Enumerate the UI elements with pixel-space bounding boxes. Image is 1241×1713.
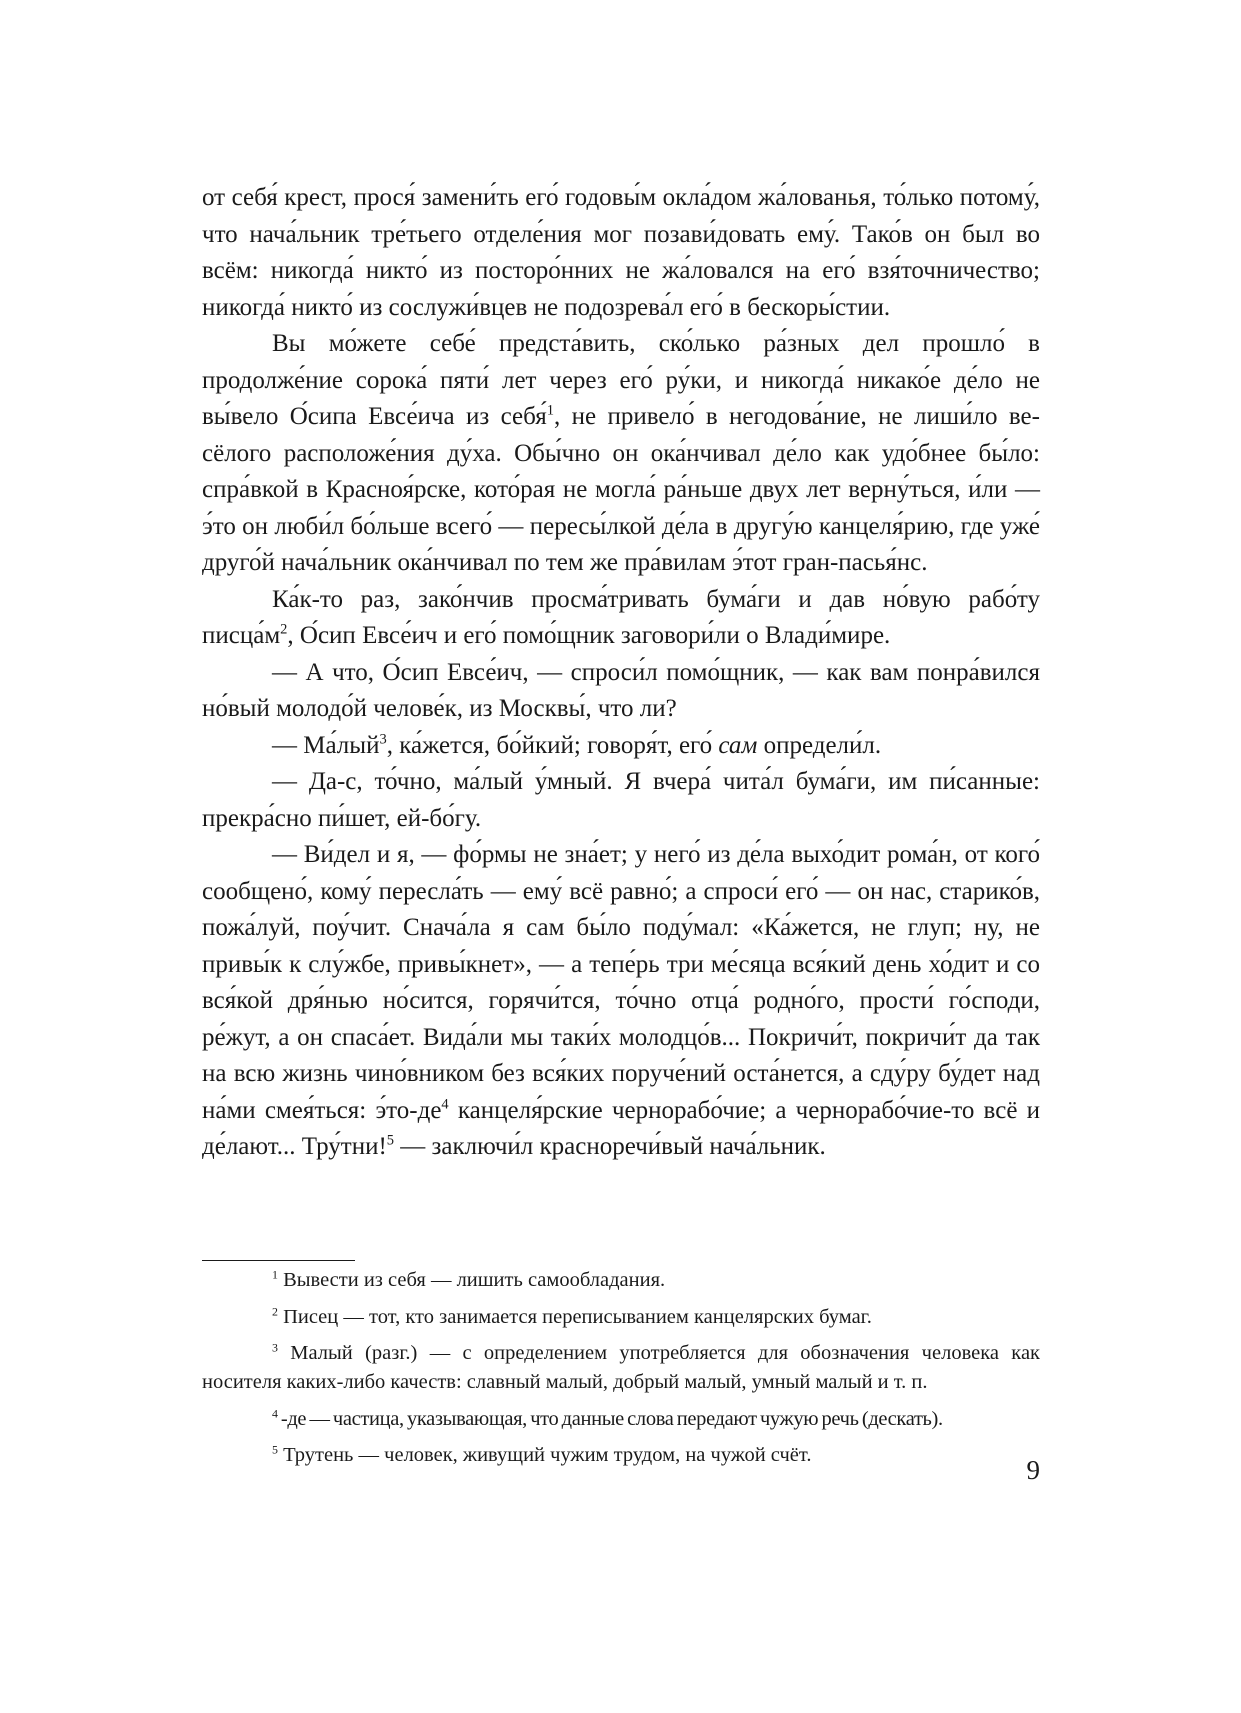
footnote-4: [202, 1405, 1040, 1434]
paragraph-1: от себя́ крест, прося́ замени́ть его́ годовы́м окла́дом жа́лованья, то́лько потому́, что нача́льник тре́тьего отделе́ния мог позави́довать ему́. Тако́в он был во всём: никогда́ никто́ из посторо́нних не жа́ловался на его́ взя́точничество; никогда́ никто́ из сослужи́вцев не подозрева́л его́ в бескоры́стии.: [202, 184, 1040, 321]
footnote-5: [202, 1441, 1040, 1470]
footnote-ref-1: 1: [546, 402, 554, 419]
page-number: 9: [1026, 1455, 1040, 1485]
paragraph-3: Ка́к-то раз, зако́нчив просма́тривать бума́ги и дав но́вую рабо́ту $писца́м^2$, О́сип Евсе́ич и его́ помо́щник заговори́ли о Влади́мире.: [202, 585, 1040, 649]
paragraph-4: — А что, О́сип Евсе́ич, — спроси́л помо́щник, — как вам понра́вился но́вый молодо́й челове́к, из Москвы́, что ли?: [202, 658, 1040, 722]
footnote-number: 2: [272, 1303, 278, 1318]
footnote-text: Малый (разг.) — с определением употребляется для обозначения человека как носителя каких-либо качеств: славный малый, добрый малый, умный малый и т. п.: [202, 1342, 1040, 1393]
footnote-text: -де — частица, указывающая, что данные слова передают чужую речь (дескать).: [280, 1407, 943, 1430]
footnote-ref-4: 4: [441, 1096, 449, 1113]
footnote-number: 4: [272, 1405, 278, 1420]
footnote-ref-2: 2: [280, 621, 288, 638]
footnote-text: Вывести из себя — лишить самообладания.: [283, 1269, 666, 1291]
emphasis-sam: сам: [718, 731, 758, 759]
footnote-text: Писец — тот, кто занимается переписыванием канцелярских бумаг.: [283, 1305, 872, 1328]
footnote-divider: [202, 1260, 355, 1261]
footnote-ref-5: 5: [386, 1132, 395, 1149]
paragraph-2: Вы мо́жете себе́ предста́вить, ско́лько ра́зных дел прошло́ в продолже́ние сорока́ пяти́ лет через его́ ру́ки, и никогда́ никако́е де́ло не вы́вело О́сипа Евсе́ича из себя́$^1$, не привело́ в негодова́ние, не лиши́ло весёлого расположе́ния ду́ха. Обы́чно он ока́нчивал де́ло как удо́бнее бы́ло: спра́вкой в Красноя́рске, кото́рая не могла́ ра́ньше двух лет верну́ться, и́ли — э́то он люби́л бо́льше всего́ — пересы́лкой де́ла в другу́ю канцеля́рию, где уже́ друго́й нача́льник ока́нчивал по тем же пра́вилам э́тот гран-пасья́нс.: [202, 330, 1040, 576]
footnote-2: [202, 1303, 1040, 1332]
body-text: [202, 180, 1040, 1166]
footnote-3: [202, 1339, 1040, 1397]
footnote-text: Трутень — человек, живущий чужим трудом, на чужой счёт.: [283, 1444, 812, 1466]
paragraph-6: — Да-с, то́чно, ма́лый у́мный. Я вчера́ чита́л бума́ги, им пи́санные: прекра́сно пи́шет, ей-бо́гу.: [202, 768, 1040, 832]
paragraph-5: — Ма́лый$^3$, ка́жется, бо́йкий; говоря́т, его́ сам определи́л.: [272, 731, 882, 759]
footnote-1: [202, 1266, 1040, 1295]
footnote-number: 1: [272, 1267, 278, 1282]
footnotes: [202, 1266, 1040, 1478]
footnote-number: 5: [272, 1442, 278, 1457]
footnote-ref-3: 3: [379, 731, 387, 748]
footnote-number: 3: [272, 1340, 278, 1355]
paragraph-7: — Ви́дел и я, — фо́рмы не зна́ет; у него́ из де́ла выхо́дит рома́н, от кого́ сообщено́, кому́ пересла́ть — ему́ всё равно́; а спроси́ его́ — он нас, старико́в, пожа́луй, поу́чит. Снача́ла я сам бы́ло поду́мал: «Ка́жется, не глуп; ну, не привы́к к слу́жбе, привы́кнет», — а тепе́рь три ме́сяца вся́кий день хо́дит и со вся́кой дря́нью но́сится, горячи́тся, то́чно отца́ родно́го, прости́ го́споди, ре́жут, а он спаса́ет. Вида́ли мы таки́х молодцо́в... Покричи́т, покричи́т да так на всю жизнь чино́вником без вся́ких поруче́ний оста́нется, а сду́ру бу́дет над на́ми смея́ться: $э́то-де^4$ канцеля́рские чернорабо́чие; а чернорабо́чие-то всё и де́лают... Тру́тни!$^5$ — заключи́л красноречи́вый нача́льник.: [202, 841, 1040, 1160]
